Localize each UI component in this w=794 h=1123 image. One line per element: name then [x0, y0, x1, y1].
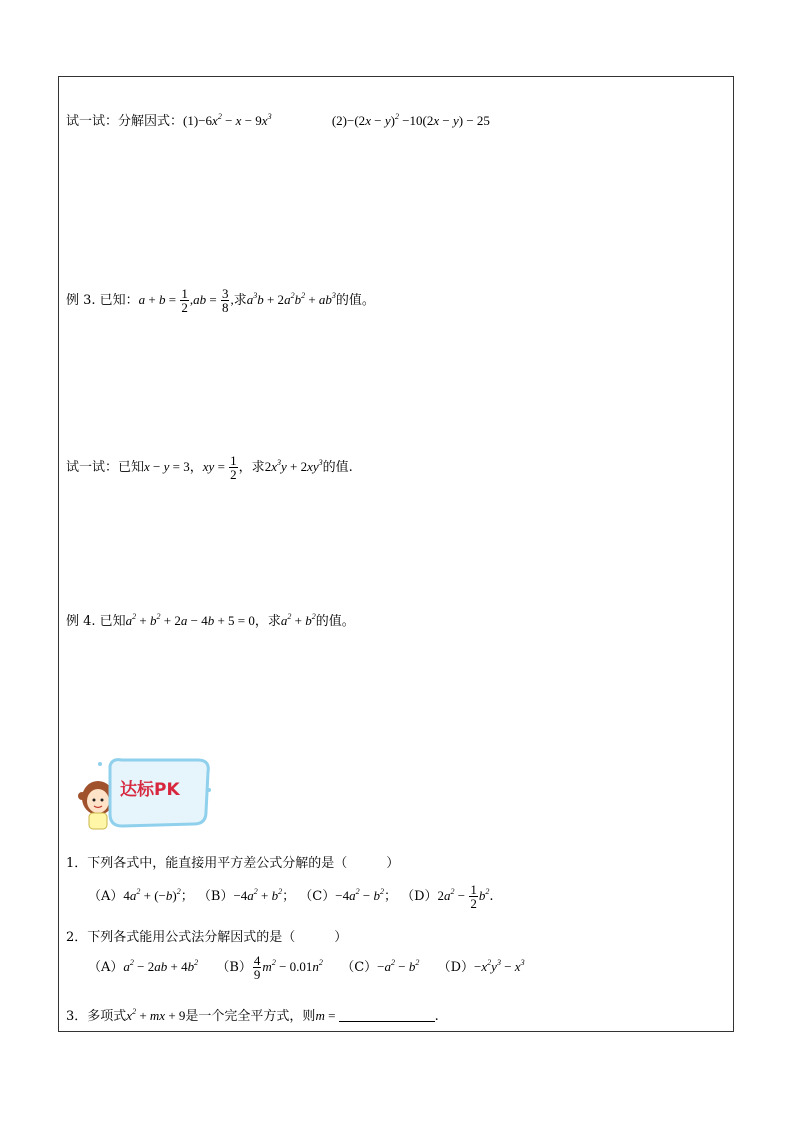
ex3-fraction-1: $\frac{1}{2}$	[181, 286, 188, 315]
dabiao-pk-badge	[70, 752, 215, 837]
try2-prefix: 试一试：已知	[66, 460, 145, 475]
ex3-fraction-2: $\frac{3}{8}$	[221, 286, 229, 315]
try-value-line: 试一试：已知x − y = 3，xy = $\frac{1}{2}$ ，求$2x^3y + 2xy^3$的值.	[66, 453, 353, 482]
try1-prefix: 试一试：分解因式：	[66, 114, 184, 129]
ex4-expression: $a^2 + b^2$	[280, 612, 316, 628]
question-1-options: $(A)4a^2 + (-b)^2$； $(B)-4a^2 + b^2$； $(C)-4a^2 - b^2$； $(D)2a^2$ − $\frac{1}{2}$ $b^2$.	[88, 882, 494, 911]
try2-expression: $2x^3y + 2xy^3$	[264, 458, 323, 474]
question-2-stem: 2．下列各式能用公式法分解因式的是（ ）	[66, 930, 348, 945]
answer-blank[interactable]	[339, 1009, 435, 1022]
question-2-options: $(A)a^2 - 2ab + 4b^2$ （B） $\frac{4}{9}$ $m^2 - 0.01n^2$ $(C)-a^2 - b^2$ $(D)-x^2y^3 - x^3$	[88, 953, 525, 982]
try2-fraction: $\frac{1}{2}$	[230, 453, 237, 482]
q1-fraction: $\frac{1}{2}$	[470, 882, 477, 911]
try1-label-1: (1)	[183, 113, 199, 128]
example-3-line: 例 3. 已知：a + b = $\frac{1}{2}$ ,ab = $\frac{3}{8}$ ,求$a^3b + 2a^2b^2 + ab^3$的值。	[66, 286, 375, 315]
try1-expr-1: $-6x^2 - x - 9x^3$	[198, 112, 272, 128]
q2-fraction: $\frac{4}{9}$	[253, 953, 261, 982]
example-4-line: 例 4. 已知$a^2 + b^2 + 2a - 4b + 5 = 0$，求$a^2 + b^2$的值。	[66, 612, 355, 629]
badge-label: 达标PK	[120, 780, 180, 800]
try1-expr-2: $-(2x - y)^2 -10(2x - y) - 25$	[347, 112, 490, 128]
ex4-prefix: 例 4. 已知	[66, 614, 126, 629]
ex4-equation: $a^2 + b^2 + 2a - 4b + 5 = 0$	[125, 612, 255, 628]
ex3-prefix: 例 3. 已知：	[66, 293, 139, 308]
try-factor-line	[66, 110, 490, 129]
question-1-stem: 1．下列各式中，能直接用平方差公式分解的是（ ）	[66, 856, 400, 871]
question-3-line: 3．多项式$x^2$ + mx + 9是一个完全平方式，则m = .	[66, 1007, 439, 1024]
try1-label-2: (2)	[331, 113, 348, 128]
ex3-expression: $a^3b + 2a^2b^2 + ab^3$	[246, 291, 336, 307]
